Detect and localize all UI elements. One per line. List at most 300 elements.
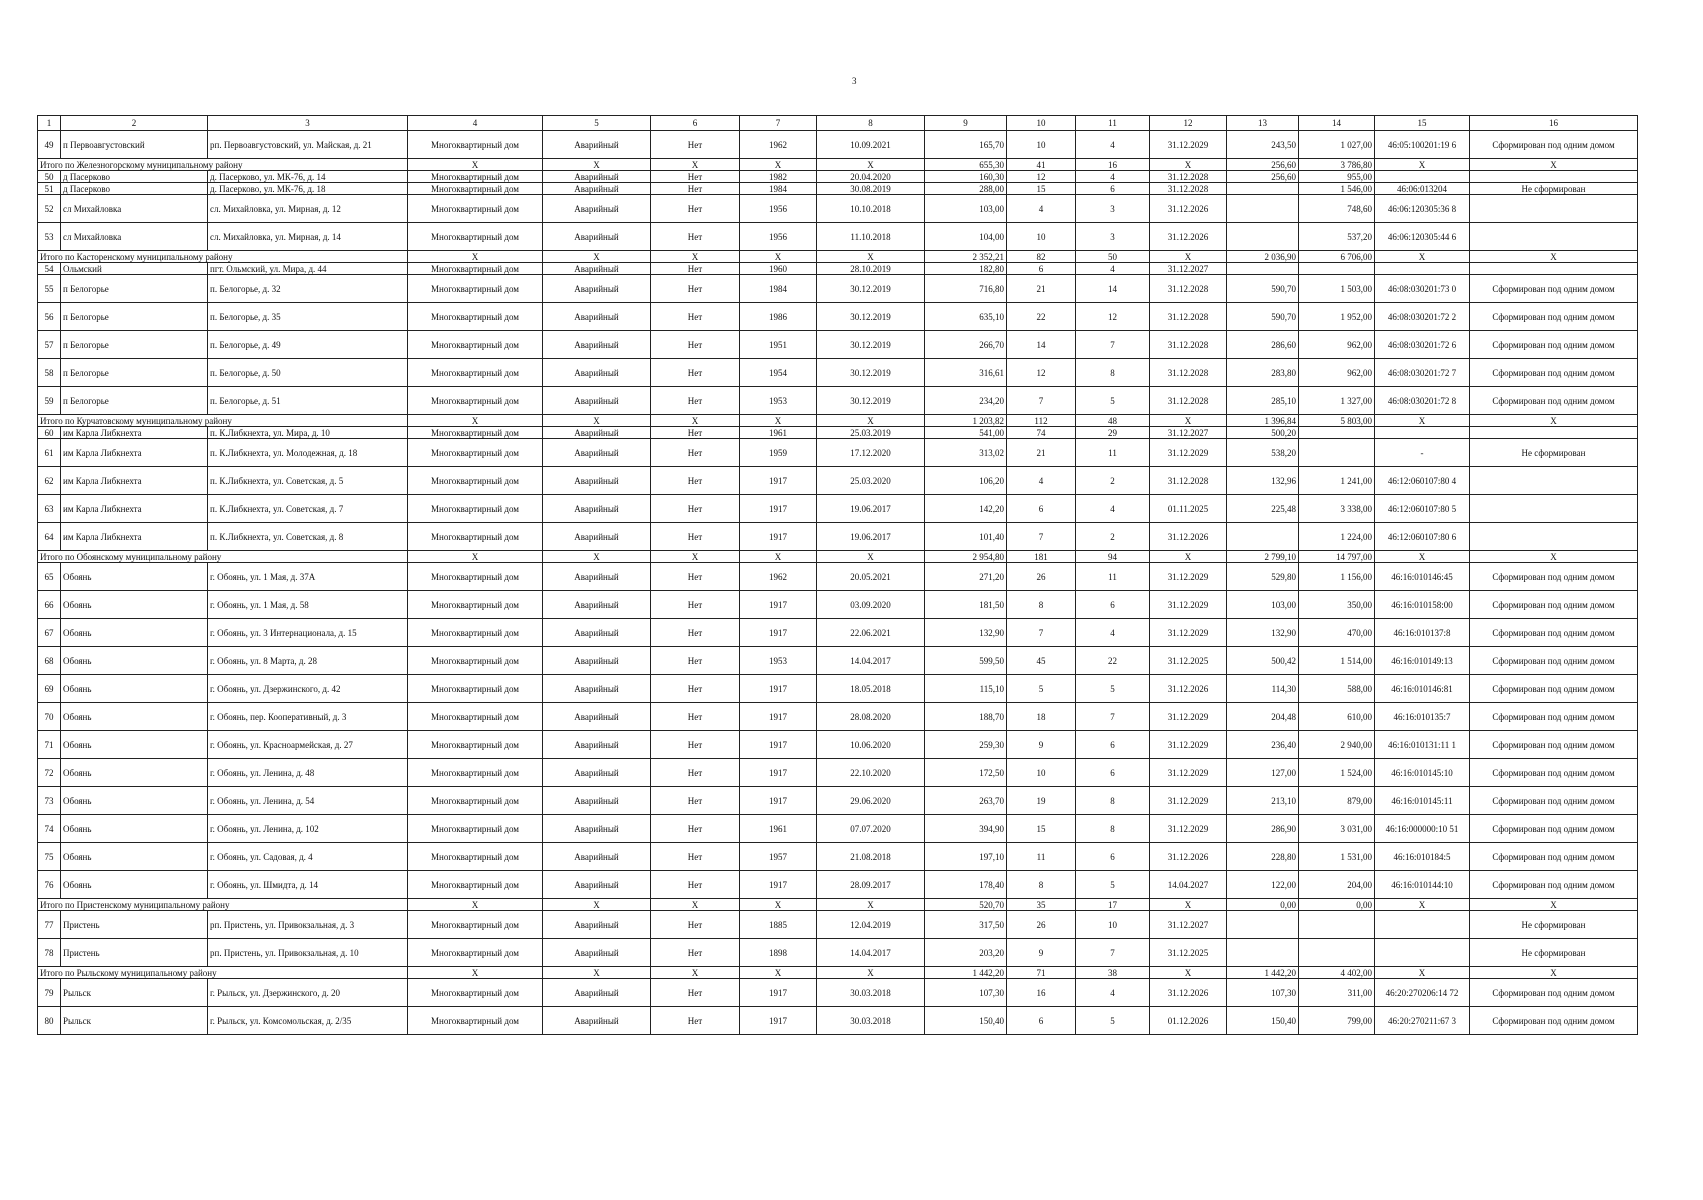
cell-col-7: 1986 (740, 303, 817, 331)
total-cell: X (1470, 251, 1638, 263)
cell-col-2: Ольмский (61, 263, 208, 275)
total-cell: 50 (1076, 251, 1150, 263)
cell-col-12: 31.12.2028 (1150, 359, 1227, 387)
house-row (38, 843, 1638, 871)
house-row (38, 303, 1638, 331)
cell-col-10: 18 (1007, 703, 1076, 731)
cell-col-9: 165,70 (925, 131, 1007, 159)
cell-col-9: 635,10 (925, 303, 1007, 331)
district-total-label: Итого по Курчатовскому муниципальному району (38, 415, 408, 427)
cell-col-16 (1470, 467, 1638, 495)
cell-col-11: 8 (1076, 815, 1150, 843)
cell-col-10: 45 (1007, 647, 1076, 675)
cell-col-11: 6 (1076, 843, 1150, 871)
column-number: 16 (1470, 116, 1638, 131)
cell-col-1: 56 (38, 303, 61, 331)
cell-col-14: 470,00 (1299, 619, 1375, 647)
cell-col-7: 1917 (740, 619, 817, 647)
cell-col-10: 7 (1007, 619, 1076, 647)
cell-col-13: 122,00 (1227, 871, 1299, 899)
cell-col-16 (1470, 495, 1638, 523)
cell-col-4: Многоквартирный дом (408, 979, 543, 1007)
cell-col-3: п. К.Либкнехта, ул. Советская, д. 7 (208, 495, 408, 523)
house-row (38, 275, 1638, 303)
cell-col-8: 29.06.2020 (817, 787, 925, 815)
cell-col-5: Аварийный (543, 731, 651, 759)
total-cell: X (1150, 251, 1227, 263)
cell-col-5: Аварийный (543, 759, 651, 787)
house-row (38, 427, 1638, 439)
cell-col-7: 1953 (740, 647, 817, 675)
house-row (38, 467, 1638, 495)
cell-col-14: 1 224,00 (1299, 523, 1375, 551)
cell-col-10: 4 (1007, 467, 1076, 495)
cell-col-13 (1227, 223, 1299, 251)
cell-col-2: п Первоавгустовский (61, 131, 208, 159)
cell-col-7: 1917 (740, 871, 817, 899)
house-row (38, 619, 1638, 647)
cell-col-9: 132,90 (925, 619, 1007, 647)
cell-col-13: 500,20 (1227, 427, 1299, 439)
cell-col-1: 62 (38, 467, 61, 495)
cell-col-10: 7 (1007, 387, 1076, 415)
cell-col-5: Аварийный (543, 703, 651, 731)
total-cell: 38 (1076, 967, 1150, 979)
column-number: 12 (1150, 116, 1227, 131)
cell-col-12: 31.12.2026 (1150, 523, 1227, 551)
cell-col-1: 72 (38, 759, 61, 787)
cell-col-1: 68 (38, 647, 61, 675)
cell-col-1: 69 (38, 675, 61, 703)
cell-col-11: 6 (1076, 731, 1150, 759)
cell-col-11: 3 (1076, 195, 1150, 223)
cell-col-13: 286,60 (1227, 331, 1299, 359)
column-number: 14 (1299, 116, 1375, 131)
cell-col-3: рп. Пристень, ул. Привокзальная, д. 3 (208, 911, 408, 939)
cell-col-2: Обоянь (61, 591, 208, 619)
cell-col-1: 80 (38, 1007, 61, 1035)
cell-col-7: 1956 (740, 223, 817, 251)
cell-col-10: 21 (1007, 275, 1076, 303)
cell-col-1: 57 (38, 331, 61, 359)
cell-col-15: 46:16:010158:00 (1375, 591, 1470, 619)
cell-col-10: 6 (1007, 495, 1076, 523)
cell-col-2: им Карла Либкнехта (61, 495, 208, 523)
column-number: 4 (408, 116, 543, 131)
cell-col-14: 537,20 (1299, 223, 1375, 251)
cell-col-13: 132,96 (1227, 467, 1299, 495)
cell-col-11: 6 (1076, 759, 1150, 787)
cell-col-2: Рыльск (61, 1007, 208, 1035)
cell-col-12: 31.12.2025 (1150, 939, 1227, 967)
house-row (38, 387, 1638, 415)
cell-col-12: 31.12.2029 (1150, 759, 1227, 787)
cell-col-3: г. Обоянь, ул. Ленина, д. 48 (208, 759, 408, 787)
cell-col-5: Аварийный (543, 563, 651, 591)
cell-col-1: 65 (38, 563, 61, 591)
cell-col-7: 1961 (740, 815, 817, 843)
house-row (38, 703, 1638, 731)
total-cell: 5 803,00 (1299, 415, 1375, 427)
cell-col-2: Обоянь (61, 675, 208, 703)
cell-col-4: Многоквартирный дом (408, 427, 543, 439)
cell-col-13: 114,30 (1227, 675, 1299, 703)
total-cell: X (1150, 967, 1227, 979)
cell-col-8: 25.03.2020 (817, 467, 925, 495)
cell-col-2: им Карла Либкнехта (61, 467, 208, 495)
cell-col-4: Многоквартирный дом (408, 331, 543, 359)
cell-col-6: Нет (651, 911, 740, 939)
cell-col-11: 7 (1076, 939, 1150, 967)
cell-col-12: 31.12.2029 (1150, 815, 1227, 843)
cell-col-15 (1375, 427, 1470, 439)
cell-col-11: 11 (1076, 563, 1150, 591)
cell-col-5: Аварийный (543, 787, 651, 815)
cell-col-15: 46:16:010149:13 (1375, 647, 1470, 675)
total-cell: X (817, 551, 925, 563)
cell-col-16 (1470, 223, 1638, 251)
cell-col-6: Нет (651, 523, 740, 551)
cell-col-10: 19 (1007, 787, 1076, 815)
cell-col-9: 107,30 (925, 979, 1007, 1007)
total-cell: 1 203,82 (925, 415, 1007, 427)
cell-col-9: 234,20 (925, 387, 1007, 415)
cell-col-4: Многоквартирный дом (408, 1007, 543, 1035)
cell-col-12: 31.12.2028 (1150, 275, 1227, 303)
cell-col-5: Аварийный (543, 223, 651, 251)
cell-col-10: 15 (1007, 815, 1076, 843)
cell-col-6: Нет (651, 939, 740, 967)
cell-col-2: Обоянь (61, 619, 208, 647)
column-number: 2 (61, 116, 208, 131)
cell-col-7: 1898 (740, 939, 817, 967)
total-cell: X (543, 159, 651, 171)
cell-col-10: 6 (1007, 263, 1076, 275)
total-cell: X (651, 551, 740, 563)
district-total-row (38, 899, 1638, 911)
cell-col-16: Сформирован под одним домом (1470, 675, 1638, 703)
cell-col-15: 46:16:010144:10 (1375, 871, 1470, 899)
cell-col-12: 31.12.2028 (1150, 183, 1227, 195)
cell-col-16: Сформирован под одним домом (1470, 275, 1638, 303)
cell-col-14: 1 156,00 (1299, 563, 1375, 591)
cell-col-14: 610,00 (1299, 703, 1375, 731)
cell-col-15: - (1375, 439, 1470, 467)
cell-col-15 (1375, 939, 1470, 967)
cell-col-15: 46:12:060107:80 5 (1375, 495, 1470, 523)
cell-col-7: 1917 (740, 675, 817, 703)
cell-col-7: 1960 (740, 263, 817, 275)
house-row (38, 439, 1638, 467)
cell-col-8: 10.06.2020 (817, 731, 925, 759)
house-row (38, 563, 1638, 591)
cell-col-8: 28.08.2020 (817, 703, 925, 731)
column-number: 13 (1227, 116, 1299, 131)
district-total-row (38, 551, 1638, 563)
cell-col-13: 529,80 (1227, 563, 1299, 591)
cell-col-11: 2 (1076, 523, 1150, 551)
cell-col-1: 50 (38, 171, 61, 183)
cell-col-14: 748,60 (1299, 195, 1375, 223)
cell-col-15: 46:20:270211:67 3 (1375, 1007, 1470, 1035)
cell-col-4: Многоквартирный дом (408, 815, 543, 843)
column-number: 9 (925, 116, 1007, 131)
cell-col-1: 52 (38, 195, 61, 223)
cell-col-6: Нет (651, 787, 740, 815)
total-cell: 94 (1076, 551, 1150, 563)
cell-col-12: 31.12.2027 (1150, 911, 1227, 939)
total-cell: X (1375, 551, 1470, 563)
cell-col-6: Нет (651, 979, 740, 1007)
cell-col-4: Многоквартирный дом (408, 387, 543, 415)
cell-col-16: Сформирован под одним домом (1470, 563, 1638, 591)
cell-col-16: Сформирован под одним домом (1470, 759, 1638, 787)
cell-col-14: 962,00 (1299, 331, 1375, 359)
cell-col-13 (1227, 195, 1299, 223)
cell-col-13: 103,00 (1227, 591, 1299, 619)
cell-col-10: 10 (1007, 759, 1076, 787)
house-row (38, 871, 1638, 899)
cell-col-2: Пристень (61, 911, 208, 939)
cell-col-4: Многоквартирный дом (408, 843, 543, 871)
cell-col-2: Обоянь (61, 843, 208, 871)
cell-col-13: 590,70 (1227, 303, 1299, 331)
total-cell: X (1150, 159, 1227, 171)
cell-col-10: 14 (1007, 331, 1076, 359)
total-cell: 14 797,00 (1299, 551, 1375, 563)
cell-col-8: 12.04.2019 (817, 911, 925, 939)
cell-col-14: 1 327,00 (1299, 387, 1375, 415)
cell-col-13 (1227, 183, 1299, 195)
cell-col-6: Нет (651, 871, 740, 899)
cell-col-4: Многоквартирный дом (408, 703, 543, 731)
cell-col-6: Нет (651, 843, 740, 871)
cell-col-16: Не сформирован (1470, 911, 1638, 939)
cell-col-16: Не сформирован (1470, 939, 1638, 967)
cell-col-13: 236,40 (1227, 731, 1299, 759)
column-number: 7 (740, 116, 817, 131)
cell-col-14: 3 338,00 (1299, 495, 1375, 523)
cell-col-6: Нет (651, 591, 740, 619)
cell-col-5: Аварийный (543, 675, 651, 703)
cell-col-6: Нет (651, 171, 740, 183)
cell-col-14: 1 952,00 (1299, 303, 1375, 331)
cell-col-12: 31.12.2028 (1150, 303, 1227, 331)
cell-col-15: 46:05:100201:19 6 (1375, 131, 1470, 159)
cell-col-13: 225,48 (1227, 495, 1299, 523)
cell-col-16: Сформирован под одним домом (1470, 591, 1638, 619)
cell-col-8: 17.12.2020 (817, 439, 925, 467)
district-total-row (38, 415, 1638, 427)
cell-col-14: 1 241,00 (1299, 467, 1375, 495)
district-total-label: Итого по Пристенскому муниципальному району (38, 899, 408, 911)
cell-col-12: 31.12.2027 (1150, 427, 1227, 439)
cell-col-14: 799,00 (1299, 1007, 1375, 1035)
cell-col-9: 394,90 (925, 815, 1007, 843)
cell-col-8: 22.06.2021 (817, 619, 925, 647)
cell-col-8: 30.03.2018 (817, 1007, 925, 1035)
cell-col-5: Аварийный (543, 387, 651, 415)
cell-col-13: 256,60 (1227, 171, 1299, 183)
house-row (38, 787, 1638, 815)
cell-col-14 (1299, 439, 1375, 467)
cell-col-2: Рыльск (61, 979, 208, 1007)
cell-col-10: 21 (1007, 439, 1076, 467)
cell-col-5: Аварийный (543, 303, 651, 331)
cell-col-9: 271,20 (925, 563, 1007, 591)
district-total-row (38, 967, 1638, 979)
column-number-row (38, 116, 1638, 131)
cell-col-7: 1984 (740, 183, 817, 195)
cell-col-1: 49 (38, 131, 61, 159)
cell-col-12: 31.12.2028 (1150, 467, 1227, 495)
cell-col-15: 46:20:270206:14 72 (1375, 979, 1470, 1007)
cell-col-5: Аварийный (543, 939, 651, 967)
total-cell: 35 (1007, 899, 1076, 911)
cell-col-1: 64 (38, 523, 61, 551)
house-row (38, 1007, 1638, 1035)
total-cell: X (1375, 415, 1470, 427)
cell-col-13 (1227, 939, 1299, 967)
total-cell: X (1375, 967, 1470, 979)
cell-col-1: 60 (38, 427, 61, 439)
district-total-row (38, 159, 1638, 171)
cell-col-9: 288,00 (925, 183, 1007, 195)
cell-col-9: 181,50 (925, 591, 1007, 619)
cell-col-15: 46:16:010146:81 (1375, 675, 1470, 703)
cell-col-14: 1 503,00 (1299, 275, 1375, 303)
cell-col-1: 78 (38, 939, 61, 967)
cell-col-3: г. Обоянь, ул. 8 Марта, д. 28 (208, 647, 408, 675)
cell-col-6: Нет (651, 703, 740, 731)
total-cell: X (543, 967, 651, 979)
total-cell: X (1375, 251, 1470, 263)
cell-col-10: 9 (1007, 939, 1076, 967)
cell-col-5: Аварийный (543, 467, 651, 495)
total-cell: X (740, 159, 817, 171)
cell-col-16 (1470, 263, 1638, 275)
cell-col-3: рп. Первоавгустовский, ул. Майская, д. 21 (208, 131, 408, 159)
cell-col-4: Многоквартирный дом (408, 911, 543, 939)
cell-col-4: Многоквартирный дом (408, 131, 543, 159)
cell-col-13: 538,20 (1227, 439, 1299, 467)
cell-col-7: 1917 (740, 467, 817, 495)
cell-col-16: Сформирован под одним домом (1470, 703, 1638, 731)
cell-col-15: 46:06:120305:36 8 (1375, 195, 1470, 223)
total-cell: 655,30 (925, 159, 1007, 171)
total-cell: 2 352,21 (925, 251, 1007, 263)
house-row (38, 183, 1638, 195)
cell-col-10: 8 (1007, 591, 1076, 619)
total-cell: 2 954,80 (925, 551, 1007, 563)
total-cell: 2 036,90 (1227, 251, 1299, 263)
column-number: 5 (543, 116, 651, 131)
cell-col-3: п. Белогорье, д. 49 (208, 331, 408, 359)
cell-col-8: 20.05.2021 (817, 563, 925, 591)
cell-col-2: Обоянь (61, 563, 208, 591)
cell-col-1: 75 (38, 843, 61, 871)
cell-col-11: 4 (1076, 131, 1150, 159)
cell-col-1: 73 (38, 787, 61, 815)
cell-col-15: 46:16:010137:8 (1375, 619, 1470, 647)
total-cell: X (408, 251, 543, 263)
cell-col-8: 30.08.2019 (817, 183, 925, 195)
total-cell: 71 (1007, 967, 1076, 979)
total-cell: 112 (1007, 415, 1076, 427)
cell-col-10: 12 (1007, 359, 1076, 387)
total-cell: 181 (1007, 551, 1076, 563)
total-cell: X (817, 159, 925, 171)
cell-col-16: Сформирован под одним домом (1470, 647, 1638, 675)
district-total-label: Итого по Касторенскому муниципальному району (38, 251, 408, 263)
cell-col-11: 4 (1076, 263, 1150, 275)
cell-col-13: 127,00 (1227, 759, 1299, 787)
cell-col-9: 178,40 (925, 871, 1007, 899)
cell-col-8: 03.09.2020 (817, 591, 925, 619)
cell-col-7: 1984 (740, 275, 817, 303)
cell-col-10: 26 (1007, 563, 1076, 591)
cell-col-12: 31.12.2027 (1150, 263, 1227, 275)
cell-col-13: 132,90 (1227, 619, 1299, 647)
house-row (38, 979, 1638, 1007)
cell-col-2: д Пасерково (61, 171, 208, 183)
cell-col-3: г. Обоянь, ул. 1 Мая, д. 58 (208, 591, 408, 619)
cell-col-3: п. Белогорье, д. 35 (208, 303, 408, 331)
district-total-label: Итого по Рыльскому муниципальному району (38, 967, 408, 979)
total-cell: X (1470, 159, 1638, 171)
cell-col-8: 25.03.2019 (817, 427, 925, 439)
cell-col-16: Сформирован под одним домом (1470, 303, 1638, 331)
cell-col-2: Обоянь (61, 871, 208, 899)
cell-col-10: 11 (1007, 843, 1076, 871)
cell-col-15 (1375, 263, 1470, 275)
cell-col-9: 101,40 (925, 523, 1007, 551)
cell-col-11: 8 (1076, 359, 1150, 387)
cell-col-8: 14.04.2017 (817, 939, 925, 967)
total-cell: X (740, 899, 817, 911)
total-cell: 82 (1007, 251, 1076, 263)
cell-col-4: Многоквартирный дом (408, 619, 543, 647)
cell-col-12: 31.12.2026 (1150, 675, 1227, 703)
cell-col-2: им Карла Либкнехта (61, 427, 208, 439)
total-cell: 48 (1076, 415, 1150, 427)
total-cell: X (1470, 551, 1638, 563)
district-total-row (38, 251, 1638, 263)
house-row (38, 263, 1638, 275)
total-cell: 2 799,10 (1227, 551, 1299, 563)
cell-col-15: 46:12:060107:80 6 (1375, 523, 1470, 551)
total-cell: X (543, 899, 651, 911)
cell-col-16 (1470, 171, 1638, 183)
cell-col-14: 3 031,00 (1299, 815, 1375, 843)
cell-col-9: 313,02 (925, 439, 1007, 467)
cell-col-6: Нет (651, 275, 740, 303)
cell-col-2: п Белогорье (61, 275, 208, 303)
cell-col-4: Многоквартирный дом (408, 787, 543, 815)
cell-col-2: Пристень (61, 939, 208, 967)
cell-col-5: Аварийный (543, 183, 651, 195)
cell-col-7: 1917 (740, 759, 817, 787)
total-cell: X (1375, 159, 1470, 171)
cell-col-10: 5 (1007, 675, 1076, 703)
cell-col-7: 1917 (740, 495, 817, 523)
cell-col-9: 172,50 (925, 759, 1007, 787)
cell-col-5: Аварийный (543, 843, 651, 871)
cell-col-13 (1227, 523, 1299, 551)
cell-col-5: Аварийный (543, 171, 651, 183)
cell-col-9: 197,10 (925, 843, 1007, 871)
cell-col-11: 7 (1076, 331, 1150, 359)
